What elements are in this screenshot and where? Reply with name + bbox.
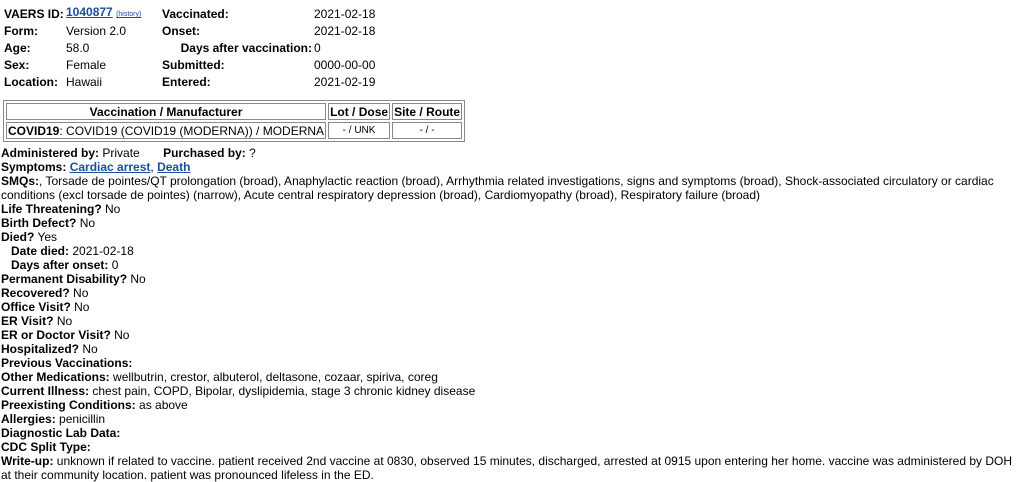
- previous-vaccinations-label: Previous Vaccinations:: [1, 356, 133, 370]
- days-after-vaccination-value: 0: [314, 40, 321, 55]
- permanent-disability-value: No: [130, 272, 146, 286]
- preexisting-value: as above: [139, 398, 188, 412]
- birth-defect-row: [1, 216, 1019, 230]
- site-route-header: Site / Route: [394, 104, 461, 119]
- form-label: Form:: [4, 23, 38, 38]
- entered-value: 2021-02-19: [314, 74, 376, 89]
- recovered-value: No: [73, 286, 89, 300]
- location-value: Hawaii: [66, 74, 103, 89]
- life-threatening-row: [1, 202, 1019, 216]
- cdc-split-row: [1, 440, 1019, 454]
- other-medications-row: [1, 370, 1019, 384]
- age-label: Age:: [4, 40, 31, 55]
- vaers-id-link[interactable]: 1040877: [66, 5, 113, 19]
- administered-row: [1, 146, 1019, 160]
- smqs-row: [1, 174, 1019, 202]
- symptom-separator: ,: [150, 160, 154, 174]
- other-medications-label: Other Medications:: [1, 370, 110, 384]
- died-value: Yes: [37, 230, 58, 244]
- days-after-onset-label: Days after onset:: [11, 258, 109, 272]
- writeup-label: Write-up:: [1, 454, 54, 468]
- er-doctor-row: [1, 328, 1019, 342]
- symptom-link-cardiac-arrest[interactable]: Cardiac arrest: [69, 160, 151, 174]
- entered-label: Entered:: [162, 74, 211, 89]
- hospitalized-row: [1, 342, 1019, 356]
- preexisting-row: [1, 398, 1019, 412]
- allergies-row: [1, 412, 1019, 426]
- recovered-row: [1, 286, 1019, 300]
- er-visit-label: ER Visit?: [1, 314, 54, 328]
- cdc-split-label: CDC Split Type:: [1, 440, 91, 454]
- vaccination-manufacturer-header: Vaccination / Manufacturer: [6, 103, 326, 120]
- previous-vaccinations-row: [1, 356, 1019, 370]
- preexisting-label: Preexisting Conditions:: [1, 398, 136, 412]
- days-after-onset-row: [1, 258, 1019, 272]
- diagnostic-row: [1, 426, 1019, 440]
- birth-defect-label: Birth Defect?: [1, 216, 77, 230]
- lot-dose-cell: - / UNK: [328, 122, 390, 139]
- permanent-disability-label: Permanent Disability?: [1, 272, 128, 286]
- er-visit-row: [1, 314, 1019, 328]
- office-visit-value: No: [74, 300, 90, 314]
- vaccinated-value: 2021-02-18: [314, 6, 376, 21]
- date-died-row: [1, 244, 1019, 258]
- diagnostic-label: Diagnostic Lab Data:: [1, 426, 121, 440]
- sex-value: Female: [66, 57, 107, 72]
- administered-value: Private: [102, 146, 140, 160]
- symptoms-row: [1, 160, 1019, 174]
- died-row: [1, 230, 1019, 244]
- vaccine-manufacturer: : COVID19 (COVID19 (MODERNA)) / MODERNA: [59, 123, 325, 138]
- form-value: Version 2.0: [66, 23, 127, 38]
- died-label: Died?: [1, 230, 35, 244]
- allergies-value: penicillin: [59, 412, 106, 426]
- days-after-vaccination-label: Days after vaccination:: [180, 40, 312, 55]
- life-threatening-value: No: [105, 202, 121, 216]
- writeup-value: unknown if related to vaccine. patient received 2nd vaccine at 0830, observed 15 minutes, discharged, arrested at 0915 upon entering her home. vaccine was administered by DOH at their community location. patient was pronounced lifeless in the ED.: [1, 454, 1013, 482]
- er-doctor-label: ER or Doctor Visit?: [1, 328, 111, 342]
- sex-label: Sex:: [4, 57, 30, 72]
- hospitalized-label: Hospitalized?: [1, 342, 80, 356]
- life-threatening-label: Life Threatening?: [1, 202, 102, 216]
- vaccinated-label: Vaccinated:: [162, 6, 229, 21]
- history-link[interactable]: (history): [116, 11, 142, 18]
- symptom-link-death[interactable]: Death: [157, 160, 191, 174]
- vaccine-cell: [6, 122, 326, 139]
- purchased-value: ?: [249, 146, 256, 160]
- allergies-label: Allergies:: [1, 412, 56, 426]
- header-table: [3, 5, 376, 90]
- symptoms-label: Symptoms:: [1, 160, 67, 174]
- age-value: 58.0: [66, 40, 90, 55]
- administered-label: Administered by:: [1, 146, 100, 160]
- location-label: Location:: [4, 74, 58, 89]
- current-illness-label: Current Illness:: [1, 384, 90, 398]
- permanent-disability-row: [1, 272, 1019, 286]
- onset-label: Onset:: [162, 23, 201, 38]
- writeup-row: [1, 454, 1019, 482]
- onset-value: 2021-02-18: [314, 23, 376, 38]
- vaers-id-label: VAERS ID:: [4, 6, 64, 21]
- hospitalized-value: No: [82, 342, 98, 356]
- recovered-label: Recovered?: [1, 286, 70, 300]
- purchased-label: Purchased by:: [163, 146, 246, 160]
- lot-dose-header: Lot / Dose: [330, 104, 389, 119]
- smqs-label: SMQs:: [1, 174, 40, 188]
- current-illness-row: [1, 384, 1019, 398]
- vaccine-type: COVID19: [8, 123, 60, 138]
- office-visit-label: Office Visit?: [1, 300, 71, 314]
- birth-defect-value: No: [79, 216, 96, 230]
- days-after-onset-value: 0: [111, 258, 119, 272]
- office-visit-row: [1, 300, 1019, 314]
- er-visit-value: No: [56, 314, 73, 328]
- smqs-value: , Torsade de pointes/QT prolongation (broad), Anaphylactic reaction (broad), Arrhythmia related investigations, signs and symptoms (broad), Shock-associated circulatory or cardiac conditions (excl torsade de pointes) (narrow), Acute central respiratory depression (broad), Cardiomyopathy (broad), Respiratory failure (broad): [1, 174, 994, 202]
- report-details: [1, 146, 1019, 482]
- submitted-value: 0000-00-00: [314, 57, 376, 72]
- er-doctor-value: No: [114, 328, 130, 342]
- date-died-label: Date died:: [11, 244, 70, 258]
- other-medications-value: wellbutrin, crestor, albuterol, deltasone, cozaar, spiriva, coreg: [113, 370, 438, 384]
- submitted-label: Submitted:: [162, 57, 225, 72]
- vaccination-table: [3, 100, 465, 142]
- site-route-cell: - / -: [392, 122, 462, 139]
- current-illness-value: chest pain, COPD, Bipolar, dyslipidemia, stage 3 chronic kidney disease: [92, 384, 476, 398]
- date-died-value: 2021-02-18: [72, 244, 134, 258]
